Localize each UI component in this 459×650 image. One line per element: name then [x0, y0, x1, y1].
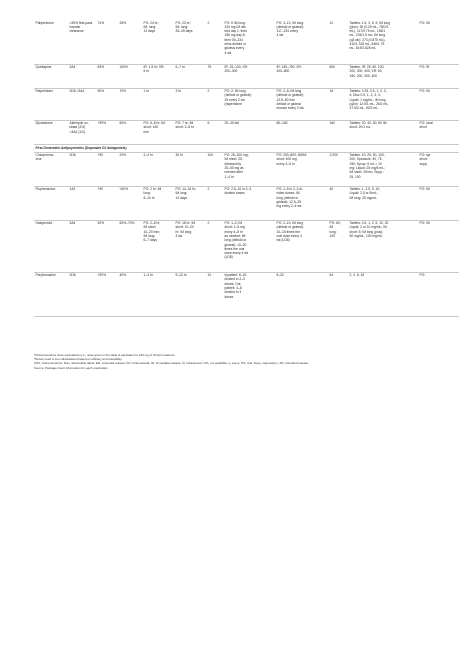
table-cell: 2 — [206, 220, 223, 272]
table-cell: PO: IM — [418, 220, 459, 272]
table-cell: Tablets: 20, 40, 60, 80 IM short: 20/1 mL — [348, 120, 418, 144]
table-cell: PO: 60; IM long: 100 — [328, 220, 348, 272]
table-cell: PO: 2–10; IM long (deltoid or gluteal): 10–15 times the oral dose every 4 wk (LD8) — [275, 220, 328, 272]
table-cell: 6 — [206, 120, 223, 144]
table-cell: <35% first-pass hepatic clearance — [68, 20, 96, 64]
table-cell: 83% — [96, 64, 118, 88]
table-cell: PO: 2; IM long (deltoid or gluteal): 25 every 2 wk (risperidone — [223, 88, 275, 120]
table-cell: Inpatient: 8–16 divided in 2–3 doses; Out- patient: 4–8 divided in 3 doses — [223, 272, 275, 316]
table-cell: PO: 1–5 in 2–3 di- vided doses; IM long (deltoid or gluteal): 12.5–25 mg every 2–4 wk — [275, 186, 328, 220]
drug-row — [34, 64, 459, 88]
table-cell: 90% — [96, 88, 118, 120]
table-cell: IR: 25–100; XR: 200–300 — [223, 64, 275, 88]
drug-row — [34, 272, 459, 316]
table-cell: IR: 1.5 hr; XR: 6 hr — [142, 64, 174, 88]
table-cell: <50% — [118, 186, 142, 220]
antipsychotic-dosing-table — [34, 20, 459, 317]
table-cell: PO: 2 hr; IM long: 8–10 hr — [142, 186, 174, 220]
table-cell: PO: IR — [418, 64, 459, 88]
drug-row — [34, 20, 459, 64]
table-cell: 2,000 — [328, 152, 348, 186]
drug-name-cell: Perphenazine — [34, 272, 68, 316]
table-cell: +90% — [96, 272, 118, 316]
table-cell: PO: local short — [418, 120, 459, 144]
table-cell: 2 — [206, 186, 223, 220]
table-cell: 60% — [118, 120, 142, 144]
table-cell: PO: 6 IM long: 234 mg IM del- toid day 1, then 156 mg day 8; then 39–234 mins deltoid or gluteus every 4 wk — [223, 20, 275, 64]
table-cell: PO: 6–8 hr; IM short: 160 min — [142, 120, 174, 144]
table-cell: 2 — [206, 20, 223, 64]
table-cell: 3 hr — [174, 88, 206, 120]
drug-row — [34, 88, 459, 120]
table-cell: 3A4 — [68, 64, 96, 88]
table-cell: 74% — [96, 20, 118, 64]
drug-name-cell: Ziprasidone — [34, 120, 68, 144]
drug-name-cell: Fluphenazine — [34, 186, 68, 220]
table-cell: 40 — [328, 186, 348, 220]
table-cell: PO: 7 hr; IM short: 2–5 hr — [174, 120, 206, 144]
table-cell: PO: syr short: supp. — [418, 152, 459, 186]
table-cell: +90 — [96, 186, 118, 220]
table-cell: 28% — [118, 20, 142, 64]
table-cell: PO: IM — [418, 20, 459, 64]
section-title: First-Generation Antipsychotics (Dopamine D2 Antagonists) — [34, 144, 459, 152]
table-cell: 100 — [206, 152, 223, 186]
table-cell: 92% — [96, 220, 118, 272]
table-cell: 1 hr — [142, 88, 174, 120]
footnote-cpz-equivalents: ᵃChlorpromazine dose equivalents (i.e., dose given in the table is equivalent to 100 mg of chlorpromazine). — [34, 353, 176, 357]
table-cell: PO: 18 hr; IM short: 10–20 hr; IM long: 3 wk — [174, 220, 206, 272]
drug-row — [34, 120, 459, 144]
table-cell: 16 — [328, 88, 348, 120]
table-cell: PO: IM — [418, 186, 459, 220]
drug-name-cell: Quetiapine — [34, 64, 68, 88]
footnote-abbreviations: CPZ, chlorpromazine; Disc, dissolvable tablet; ER, extended release; IM, intramuscular; IR, immediate release; IV, intravenous; N/A, not available; q, every; PO, oral; Supp, suppository; XR, extended release. — [34, 361, 310, 366]
drug-row — [34, 152, 459, 186]
table-cell: 2, 4, 8, 16 — [348, 272, 418, 316]
table-cell: 75 — [206, 64, 223, 88]
table-cell: 20% — [118, 152, 142, 186]
table-cell: 2–4 hr — [142, 152, 174, 186]
table-cell: 10 — [206, 272, 223, 316]
table-cell: PO: 1–2; IM short: 2–5 mg every 4–8 hr as needed; IM long (deltoid or gluteal): 10–20 times the oral dose every 4 wk (LD8) — [223, 220, 275, 272]
table-cell: PO: 25–100 mg; IM short: 25, followed by 25–50 mg as needed after 1–4 hr — [223, 152, 275, 186]
table-cell: +90 — [96, 152, 118, 186]
table-cell: 100% — [118, 64, 142, 88]
table-cell: 1A2 — [68, 186, 96, 220]
table-cell: +99% — [96, 120, 118, 144]
table-cell: Tablets: 0.25, 0.5, 1, 2, 3, 4; Disc 0.5, 1, 2, 3, 4; Liquid: 1 mg/mL; IM long (q2w): 12.5/1 mL, 25/2 mL, 37.5/2 mL, 50/2 mL — [348, 88, 418, 120]
drug-row — [34, 186, 459, 220]
drug-row — [34, 220, 459, 272]
drug-name-cell: Chlorproma- zine — [34, 152, 68, 186]
table-cell: 2 — [206, 88, 223, 120]
table-cell: PO: 2–6 hr; IM short: 10–20 min; IM long: 6–7 days — [142, 220, 174, 272]
table-cell: PO: — [418, 272, 459, 316]
table-cell: 1–3 hr — [142, 272, 174, 316]
table-cell: PO: 14–16 hr; IM long: 14 days — [174, 186, 206, 220]
table-cell: PO: 24 hr; IM: long: 13 days — [142, 20, 174, 64]
table-cell: 800 — [328, 64, 348, 88]
table-cell: 6–7 hr — [174, 64, 206, 88]
table-cell: 2D6 >3A4 — [68, 88, 96, 120]
footnote-source: Source: Package insert information for each medication. — [34, 365, 109, 370]
table-cell: Tablets: 0.5, 1, 2, 5, 10, 20 Liquid: 2 or 10 mg/mL; IM short: 5; IM long (plus): 50 mg/mL, 100 mg/mL — [348, 220, 418, 272]
drug-name-cell: Haloperidol — [34, 220, 68, 272]
table-cell: PO: 3–12; IM long: (deltoid or gluteal): 117–234 every 4 wk — [275, 20, 328, 64]
table-cell: 8–32 — [275, 272, 328, 316]
table-footnotes — [34, 353, 434, 370]
table-cell: 160 — [328, 120, 348, 144]
table-cell: Tablets: 1, 2.5, 5, 10; Liquid: 2.5 or 5/mL; IM long: 25 mg/mL — [348, 186, 418, 220]
table-cell: 20–40 bid — [223, 120, 275, 144]
table-cell: 40% — [118, 272, 142, 316]
table-cell: IR: 150–750; XR: 400–800 — [275, 64, 328, 88]
table-cell: PO: 200–800; NSIM: short: 400 mg every 4–6 hr — [275, 152, 328, 186]
table-cell: 2D6 — [68, 152, 96, 186]
table-cell: 3A4 — [68, 220, 96, 272]
table-cell: PO: 2–8; IM long (deltoid or gluteal): 12.5–50 into deltoid or gluteal muscle every 2 wk — [275, 88, 328, 120]
table-cell: 12 — [328, 20, 348, 64]
section-header-row — [34, 144, 459, 152]
table-cell: Tablets: IR: 25, 50, 100, 200, 300, 400; XR: 50, 150, 200, 300, 400 — [348, 64, 418, 88]
table-cell: PO: 2.5–10 in 2–3 divided doses — [223, 186, 275, 220]
table-cell: 64 — [328, 272, 348, 316]
drug-name-cell: Risperidone — [34, 88, 68, 120]
table-cell: PO: IM — [418, 88, 459, 120]
table-cell: 60%–70% — [118, 220, 142, 272]
drug-name-cell: Paliperidone — [34, 20, 68, 64]
table-cell: Aldehyde ox- idase (2/3) >3A4 (1/3) — [68, 120, 96, 144]
table-cell: 9–12 hr — [174, 272, 206, 316]
table-cell: Tablets: 1.5, 3, 6, 9; IM long (plus): 39 (0.25 mL, 78/0.5 mL), 117/0.75 mL, 156/1 mL, 234/1.5 mL; IM long (q3 wk): 273 (0.875 mL), 410/1.315 mL, 546/1.75 mL, 819/2.625 mL — [348, 20, 418, 64]
table-cell: Tablets: 10, 25, 50, 100, 200; Spansule: 30, 75, 150; Syrup: 5 mL = 10 mg; Liquid: 25 mg/5 mL; IM short: 25/mL; Supp.: 25, 100 — [348, 152, 418, 186]
footnote-individualized-doses: ᵇDoses need to be individualized based on efficacy and tolerability. — [34, 357, 123, 362]
table-cell: PO: 23 hr; IM: long: 25–49 days — [174, 20, 206, 64]
table-cell: 2D6 — [68, 272, 96, 316]
table-cell: 30 hr — [174, 152, 206, 186]
table-cell: 80–160 — [275, 120, 328, 144]
table-cell: 70% — [118, 88, 142, 120]
